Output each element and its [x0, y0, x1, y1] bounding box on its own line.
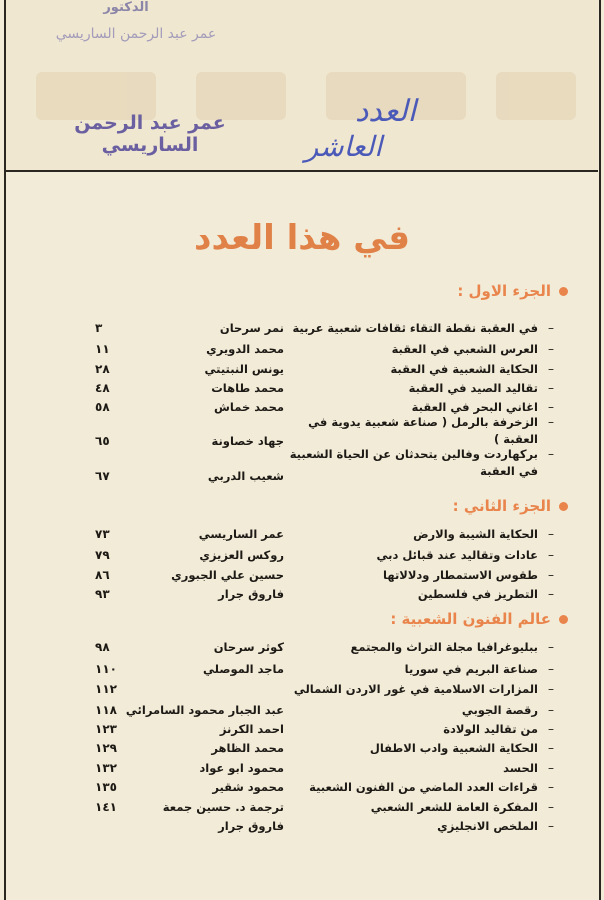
entry-page-number: ١٤١ — [95, 800, 117, 814]
toc-entry — [0, 799, 604, 819]
entry-dash: – — [548, 640, 554, 654]
owner-stamp: عمر عبد الرحمن الساريسي — [74, 112, 226, 156]
entry-title: اغاني البحر في العقبة — [411, 400, 538, 414]
entry-author: عمر الساريسي — [198, 527, 284, 541]
toc-entry — [0, 639, 604, 659]
entry-dash: – — [548, 587, 554, 601]
section-heading — [390, 610, 568, 628]
entry-author: شعيب الدربي — [207, 469, 284, 483]
entry-dash: – — [548, 761, 554, 775]
entry-author: محمد الظاهر — [211, 741, 284, 755]
entry-dash: – — [548, 682, 554, 696]
entry-dash: – — [548, 800, 554, 814]
header-divider — [6, 170, 598, 172]
toc-entry — [0, 818, 604, 838]
entry-author: روكس العزيزي — [199, 548, 284, 562]
entry-title: قراءات العدد الماضي من الفنون الشعبية — [309, 780, 538, 794]
entry-author: فاروق جرار — [218, 587, 284, 601]
toc-entry — [0, 567, 604, 587]
toc-entry — [0, 446, 604, 483]
entry-page-number: ٦٧ — [95, 469, 110, 483]
toc-entry — [0, 526, 604, 546]
bullet-dot-icon — [559, 502, 568, 511]
entry-title: تقاليد الصيد في العقبة — [408, 381, 538, 395]
stamp-title: الدكتور — [103, 0, 149, 15]
entry-dash: – — [548, 722, 554, 736]
toc-entry — [0, 681, 604, 701]
toc-entry — [0, 740, 604, 760]
entry-dash: – — [548, 780, 554, 794]
section-heading-text: الجزء الاول : — [457, 282, 551, 300]
toc-entry — [0, 586, 604, 606]
entry-dash: – — [548, 703, 554, 717]
entry-dash: – — [548, 381, 554, 395]
toc-entry — [0, 760, 604, 780]
bullet-dot-icon — [559, 615, 568, 624]
entry-dash: – — [548, 568, 554, 582]
toc-entry — [0, 341, 604, 361]
entry-author: كوثر سرحان — [213, 640, 284, 654]
entry-author: يونس النبتيتي — [204, 362, 284, 376]
entry-page-number: ٧٩ — [95, 548, 110, 562]
section-heading-text: الجزء الثاني : — [452, 497, 551, 515]
entry-dash: – — [548, 741, 554, 755]
entry-page-number: ١٢٣ — [95, 722, 117, 736]
entry-title: الزخرفة بالرمل ( صناعة شعبية يدوية في العقبة ) — [308, 415, 538, 446]
toc-entry — [0, 779, 604, 799]
bullet-dot-icon — [559, 287, 568, 296]
entry-page-number: ٩٣ — [95, 587, 110, 601]
handwritten-line-2: العاشر — [304, 130, 382, 163]
entry-author: محمد خماش — [214, 400, 284, 414]
entry-author: احمد الكرنز — [219, 722, 284, 736]
entry-dash: – — [548, 447, 554, 461]
entry-title: التطريز في فلسطين — [417, 587, 538, 601]
entry-title: الحكاية الشعبية في العقبة — [390, 362, 538, 376]
entry-dash: – — [548, 662, 554, 676]
toc-entry — [0, 414, 604, 448]
entry-title: الحكاية الشعبية وادب الاطفال — [369, 741, 538, 755]
entry-dash: – — [548, 415, 554, 429]
entry-page-number: ٩٨ — [95, 640, 110, 654]
handwritten-line-1: العدد — [354, 94, 416, 129]
handwritten-note — [242, 86, 422, 172]
entry-page-number: ٨٦ — [95, 568, 110, 582]
entry-title: الحسد — [503, 761, 538, 775]
entry-dash: – — [548, 819, 554, 833]
entry-author: محمود ابو عواد — [199, 761, 284, 775]
entry-page-number: ١١ — [95, 342, 110, 356]
section-heading — [457, 282, 568, 300]
entry-page-number: ١١٠ — [95, 662, 117, 676]
toc-entry — [0, 547, 604, 567]
toc-entry — [0, 702, 604, 722]
entry-page-number: ٥٨ — [95, 400, 110, 414]
entry-title: بركهاردت وفالين يتحدثان عن الحياة الشعبية في العقبة — [289, 447, 538, 478]
entry-author: ترجمة د. حسين جمعة — [162, 800, 284, 814]
entry-page-number: ١٣٥ — [95, 780, 117, 794]
entry-title: ببليوغرافيا مجلة التراث والمجتمع — [350, 640, 538, 654]
toc-entry — [0, 721, 604, 741]
entry-page-number: ٢٨ — [95, 362, 110, 376]
entry-dash: – — [548, 548, 554, 562]
entry-page-number: ٣ — [95, 321, 103, 335]
entry-title: المزارات الاسلامية في غور الاردن الشمالي — [293, 682, 538, 696]
entry-title: الملخص الانجليزي — [437, 819, 538, 833]
stamp-faded-name: عمر عبد الرحمن الساريسي — [55, 26, 217, 42]
entry-title: المفكرة العامة للشعر الشعبي — [370, 800, 538, 814]
toc-entry — [0, 320, 604, 340]
entry-dash: – — [548, 321, 554, 335]
entry-page-number: ١١٢ — [95, 682, 117, 696]
entry-author: جهاد خصاونة — [211, 434, 284, 448]
entry-title: في العقبة نقطة التقاء ثقافات شعبية عربية — [292, 321, 538, 335]
section-heading-text: عالم الفنون الشعبية : — [390, 610, 551, 628]
entry-author: نمر سرحان — [219, 321, 284, 335]
entry-title: طقوس الاستمطار ودلالاتها — [383, 568, 538, 582]
entry-title: صناعة البريم في سوريا — [404, 662, 538, 676]
header-area — [6, 0, 598, 172]
entry-author: فاروق جرار — [218, 819, 284, 833]
entry-author: محمود شقير — [212, 780, 284, 794]
entry-author: محمد الدويري — [206, 342, 284, 356]
entry-dash: – — [548, 400, 554, 414]
entry-title: عادات وتقاليد عند قبائل دبي — [376, 548, 538, 562]
entry-page-number: ١٣٢ — [95, 761, 117, 775]
entry-page-number: ١١٨ — [95, 703, 117, 717]
entry-author: ماجد الموصلي — [203, 662, 284, 676]
entry-title: من تقاليد الولادة — [443, 722, 538, 736]
entry-page-number: ٤٨ — [95, 381, 110, 395]
entry-author: عبد الجبار محمود السامرائي — [125, 703, 284, 717]
entry-title: الحكاية الشيبة والارض — [413, 527, 538, 541]
page-title: في هذا العدد — [194, 218, 410, 258]
entry-dash: – — [548, 527, 554, 541]
entry-dash: – — [548, 362, 554, 376]
entry-title: العرس الشعبي في العقبة — [391, 342, 538, 356]
toc-entry — [0, 361, 604, 381]
toc-entry — [0, 380, 604, 400]
entry-author: محمد طاهات — [211, 381, 284, 395]
entry-page-number: ٧٣ — [95, 527, 110, 541]
section-heading — [453, 497, 568, 515]
entry-author: حسين علي الجبوري — [171, 568, 284, 582]
entry-page-number: ١٢٩ — [95, 741, 117, 755]
entry-title: رقصة الجوبي — [461, 703, 538, 717]
entry-dash: – — [548, 342, 554, 356]
toc-entry — [0, 661, 604, 681]
entry-page-number: ٦٥ — [95, 434, 110, 448]
